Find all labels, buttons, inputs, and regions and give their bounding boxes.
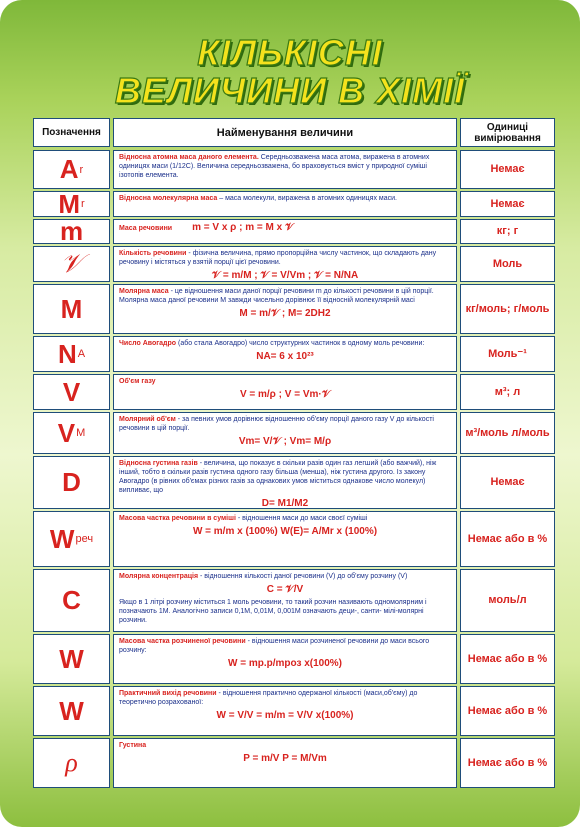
quantity-description <box>113 336 457 372</box>
quantity-name: Практичний вихід речовини <box>119 690 217 697</box>
description-note: Якщо в 1 літрі розчину міститься 1 моль речовини, то такий розчин називають одномолярним і позначають 1М. Аналогічно записи 0,1М, 0,01М, 0,001М означають деци-, санти- мілі-молярні розчини. <box>119 599 427 624</box>
description-text: - відношення кількості даної речовини (V) до об'єму розчину (V) <box>198 573 408 580</box>
formula: W = m/m x (100%) W(E)= A/Mr x (100%) <box>192 526 378 537</box>
description-text: (або стала Авогадро) число структурних частинок в одному моль речовини: <box>176 340 425 347</box>
quantity-description <box>113 569 457 632</box>
formula: m = V x ρ ; m = M x 𝒱 <box>192 222 294 233</box>
quantity-name: Молярний об'єм <box>119 416 176 423</box>
quantity-description <box>113 284 457 334</box>
quantity-symbol <box>33 412 110 454</box>
quantity-symbol <box>33 246 110 282</box>
quantity-symbol <box>33 150 110 189</box>
symbol-letter: N <box>57 338 77 369</box>
table-row <box>33 456 555 509</box>
quantity-description <box>113 374 457 410</box>
table-row <box>33 634 555 684</box>
measurement-unit: Моль <box>460 246 555 282</box>
measurement-unit: Моль⁻¹ <box>460 336 555 372</box>
symbol-letter: W <box>49 523 75 554</box>
symbol-subscript: M <box>76 427 86 439</box>
measurement-unit: Немає <box>460 456 555 509</box>
symbol-letter: M <box>60 293 83 324</box>
description-text: - відношення маси розчиненої речовини до маси всього розчину: <box>119 638 430 654</box>
quantity-name: Відносна густина газів <box>119 460 198 467</box>
description-text: Середньозважена маса атома, виражена в атомних одиницях маси (1/12С). Величина середньозважена, бо враховується вміст у природної суміші ізотопів елемента. <box>119 154 430 179</box>
quantity-symbol <box>33 374 110 410</box>
table-row <box>33 336 555 372</box>
quantity-symbol <box>33 284 110 334</box>
table-row <box>33 150 555 189</box>
quantity-name: Молярна маса <box>119 288 169 295</box>
quantity-description <box>113 456 457 509</box>
quantity-name: Відносна молекулярна маса <box>119 195 218 202</box>
quantity-description <box>113 412 457 454</box>
quantity-symbol <box>33 456 110 509</box>
symbol-letter: V <box>62 376 81 407</box>
measurement-unit: Немає або в % <box>460 511 555 567</box>
quantity-description <box>113 686 457 736</box>
quantities-table <box>33 118 555 795</box>
formula: P = m/V P = M/Vm <box>243 753 327 764</box>
symbol-letter: ρ <box>65 748 78 777</box>
symbol-subscript: r <box>81 198 85 210</box>
symbol-letter: D <box>62 467 81 497</box>
formula: V = m/ρ ; V = Vm·𝒱 <box>239 389 331 400</box>
quantity-name: Об'єм газу <box>119 378 156 385</box>
symbol-letter: M <box>58 188 80 219</box>
measurement-unit: Немає <box>460 150 555 189</box>
measurement-unit: Немає або в % <box>460 738 555 788</box>
description-text: - відношення практично одержаної кількості (маси,об'єму) до теоретично розрахованої: <box>119 690 418 706</box>
measurement-unit: кг; г <box>460 219 555 244</box>
measurement-unit: м³; л <box>460 374 555 410</box>
description-text: - величина, що показує в скільки разів один газ легший (або важчий), ніж інший, тобто в скільки разів густина одного газу більша (менша), ніж густина другого. Із закону Авогадро (в рівних об'ємах різних газів за однакових умов міститься однакове число молекул) випливає, що <box>119 460 437 494</box>
quantity-symbol <box>33 738 110 788</box>
symbol-letter: W <box>59 643 84 674</box>
quantity-description <box>113 150 457 189</box>
measurement-unit: моль/л <box>460 569 555 632</box>
symbol-letter: W <box>59 695 84 726</box>
header-name: Найменування величини <box>113 118 457 147</box>
quantity-symbol <box>33 336 110 372</box>
quantity-description <box>113 511 457 567</box>
symbol-letter: C <box>62 585 81 615</box>
formula: C = 𝒱/V <box>266 584 304 595</box>
symbol-subscript: r <box>79 163 84 176</box>
quantity-name: Число Авогадро <box>119 340 177 347</box>
table-row <box>33 284 555 334</box>
table-row <box>33 569 555 632</box>
quantity-name: Густина <box>119 742 147 749</box>
measurement-unit: Немає або в % <box>460 686 555 736</box>
symbol-letter: A <box>59 154 79 184</box>
table-row <box>33 188 555 219</box>
table-row <box>33 216 555 246</box>
quantity-name: Кількість речовини <box>119 250 187 257</box>
header-symbol: Позначення <box>33 118 110 147</box>
title-line-2: ВЕЛИЧИНИ В ХІМІЇ <box>114 70 466 111</box>
formula: Vm= V/𝒱 ; Vm= M/ρ <box>238 436 332 447</box>
table-row <box>33 686 555 736</box>
header-unit: Одиниці вимірювання <box>460 118 555 147</box>
formula: 𝒱 = m/M ; 𝒱 = V/Vm ; 𝒱 = N/NA <box>211 270 359 281</box>
measurement-unit: м³/моль л/моль <box>460 412 555 454</box>
quantity-description <box>113 246 457 282</box>
table-row <box>33 374 555 410</box>
description-text: - відношення маси до маси своєї суміші <box>235 515 368 522</box>
title-line-1: КІЛЬКІСНІ <box>197 32 383 73</box>
description-text: – маса молекули, виражена в атомних одиницях маси. <box>217 195 397 202</box>
symbol-letter: 𝒱 <box>60 248 83 278</box>
quantity-name: Молярна концентрація <box>119 573 199 580</box>
quantity-name: Масова частка розчиненої речовини <box>119 638 246 645</box>
quantity-description <box>113 191 457 217</box>
description-text: - за певних умов дорівнює відношенню об'єму порції даного газу V до кількості речовини в цій порції. <box>119 416 434 432</box>
formula: NA= 6 x 10²³ <box>256 351 314 362</box>
quantity-name: Відносна атомна маса даного елемента. <box>119 154 259 161</box>
symbol-subscript: реч <box>75 533 94 545</box>
quantity-symbol <box>33 511 110 567</box>
quantity-name: Маса речовини <box>119 225 173 232</box>
quantity-symbol <box>33 188 110 219</box>
table-row <box>33 511 555 567</box>
quantity-name: Масова частка речовини в суміші <box>119 515 236 522</box>
measurement-unit: кг/моль; г/моль <box>460 284 555 334</box>
quantity-description <box>113 219 457 244</box>
table-row <box>33 738 555 788</box>
formula: D= M1/M2 <box>261 498 309 509</box>
formula: W = V/V = m/m = V/V x(100%) <box>216 710 354 721</box>
symbol-letter: V <box>57 417 76 448</box>
measurement-unit: Немає <box>460 191 555 217</box>
quantity-description <box>113 634 457 684</box>
description-text: - фізична величина, прямо пропорційна числу частинок, що складають дану речовину і містяться у взятій порції цієї речовини. <box>119 250 437 266</box>
description-text: - це відношення маси даної порції речовини m до кількості речовини в цій порції. Молярна маса даної речовини М завжди чисельно дорівнює її відносній молекулярній масі <box>119 288 434 304</box>
measurement-unit: Немає або в % <box>460 634 555 684</box>
quantity-symbol <box>33 686 110 736</box>
formula: M = m/𝒱 ; M= 2DH2 <box>239 308 331 319</box>
quantity-symbol <box>33 569 110 632</box>
quantity-symbol <box>33 216 110 246</box>
symbol-letter: m <box>59 216 84 246</box>
symbol-subscript: A <box>77 348 86 360</box>
table-row <box>33 412 555 454</box>
table-row <box>33 246 555 282</box>
quantity-symbol <box>33 634 110 684</box>
formula: W = mр.р/mроз x(100%) <box>227 658 343 669</box>
quantity-description <box>113 738 457 788</box>
